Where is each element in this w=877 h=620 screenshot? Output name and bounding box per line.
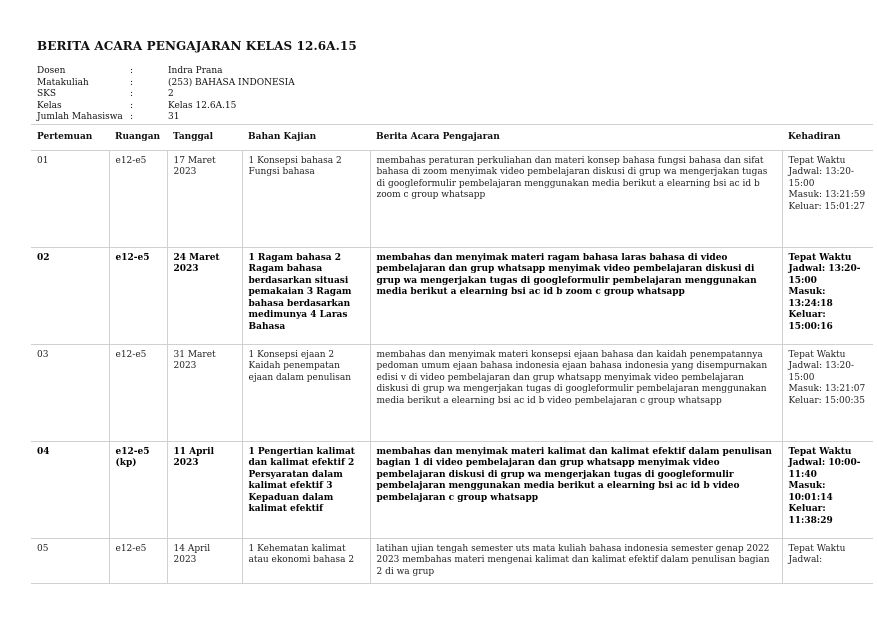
info-value: (253) BAHASA INDONESIA [168, 77, 295, 88]
cell-bahan-kajian: 1 Konsepsi bahasa 2 Fungsi bahasa [242, 150, 370, 247]
cell-bahan-kajian: 1 Kehematan kalimat atau ekonomi bahasa 2 [242, 538, 370, 584]
kehadiran-jadwal: Jadwal: 13:20-15:00 [788, 167, 855, 189]
header-tanggal: Tanggal [167, 125, 242, 151]
kehadiran-jadwal: Jadwal: 13:20-15:00 [788, 264, 861, 286]
cell-tanggal: 31 Maret 2023 [167, 344, 242, 441]
cell-kehadiran [782, 344, 873, 441]
cell-berita-acara: latihan ujian tengah semester uts mata kuliah bahasa indonesia semester genap 2022 2023 membahas materi mengenai kalimat dan kalimat efektif dalam penulisan bagian 2 di wa grup [370, 538, 782, 584]
info-colon: : [130, 89, 134, 100]
header-ruangan: Ruangan [109, 125, 167, 151]
cell-kehadiran [782, 247, 873, 344]
kehadiran-masuk: Masuk: 13:24:18 [788, 287, 833, 309]
header-berita-acara: Berita Acara Pengajaran [370, 125, 782, 151]
cell-ruangan: e12-e5 [109, 344, 167, 441]
cell-tanggal: 24 Maret 2023 [167, 247, 242, 344]
cell-tanggal: 17 Maret 2023 [167, 150, 242, 247]
cell-kehadiran [782, 538, 873, 584]
cell-pertemuan: 01 [31, 150, 109, 247]
info-label: Kelas [37, 100, 62, 111]
kehadiran-keluar: Keluar: 11:38:29 [788, 504, 833, 526]
cell-kehadiran [782, 150, 873, 247]
cell-ruangan: e12-e5 [109, 247, 167, 344]
cell-berita-acara: membahas peraturan perkuliahan dan materi konsep bahasa fungsi bahasa dan sifat bahasa di zoom menyimak video pembelajaran diskusi di grup wa mengerjakan tugas di googleformulir pembelajaran menggunakan media berikut a elearning bsi ac id b zoom c group whatsapp [370, 150, 782, 247]
cell-pertemuan: 02 [31, 247, 109, 344]
info-value: 31 [168, 112, 180, 123]
cell-tanggal: 14 April 2023 [167, 538, 242, 584]
kehadiran-masuk: Masuk: 13:21:59 [788, 190, 866, 200]
info-label: SKS [37, 89, 57, 100]
info-row-dosen [37, 66, 295, 78]
kehadiran-status: Tepat Waktu [788, 155, 846, 166]
header-kehadiran: Kehadiran [782, 125, 873, 151]
header-pertemuan: Pertemuan [31, 125, 109, 151]
table-row [31, 441, 873, 538]
cell-pertemuan: 05 [31, 538, 109, 584]
kehadiran-keluar: Keluar: 15:00:35 [788, 395, 865, 406]
kehadiran-jadwal: Jadwal: [788, 555, 823, 565]
info-row-jumlah-mahasiswa [37, 112, 295, 124]
info-colon: : [130, 112, 134, 123]
cell-bahan-kajian: 1 Konsepsi ejaan 2 Kaidah penempatan ejaan dalam penulisan [242, 344, 370, 441]
cell-pertemuan: 03 [31, 344, 109, 441]
info-row-matakuliah [37, 78, 295, 90]
kehadiran-jadwal: Jadwal: 10:00-11:40 [788, 458, 861, 480]
kehadiran-status: Tepat Waktu [788, 446, 852, 457]
header-bahan-kajian: Bahan Kajian [242, 125, 370, 151]
cell-ruangan: e12-e5 (kp) [109, 441, 167, 538]
cell-berita-acara: membahas dan menyimak materi ragam bahasa laras bahasa di video pembelajaran dan grup whatsapp menyimak video pembelajaran diskusi di grup wa mengerjakan tugas di googleformulir pembelajaran menggunakan media berikut a elearning bsi ac id b zoom c group whatsapp [370, 247, 782, 344]
berita-acara-table [31, 124, 873, 584]
info-value: 2 [168, 89, 174, 100]
info-value: Kelas 12.6A.15 [168, 100, 237, 111]
info-colon: : [130, 100, 134, 111]
cell-tanggal: 11 April 2023 [167, 441, 242, 538]
info-label: Dosen [37, 66, 66, 76]
cell-ruangan: e12-e5 [109, 538, 167, 584]
table-row [31, 538, 873, 584]
cell-berita-acara: membahas dan menyimak materi kalimat dan kalimat efektif dalam penulisan bagian 1 di video pembelajaran dan grup whatsapp menyimak video pembelajaran diskusi di grup wa mengerjakan tugas di googleformulir pembelajaran menggunakan media berikut a elearning bsi ac id b video pembelajaran c group whatsapp [370, 441, 782, 538]
course-info [37, 66, 295, 124]
info-row-sks [37, 89, 295, 101]
kehadiran-masuk: Masuk: 13:21:07 [788, 384, 866, 394]
table-row [31, 247, 873, 344]
table-header-row [31, 125, 873, 151]
kehadiran-masuk: Masuk: 10:01:14 [788, 481, 833, 503]
table-row [31, 344, 873, 441]
kehadiran-status: Tepat Waktu [788, 252, 852, 263]
info-row-kelas [37, 101, 295, 113]
kehadiran-keluar: Keluar: 15:01:27 [788, 201, 865, 212]
cell-pertemuan: 04 [31, 441, 109, 538]
kehadiran-status: Tepat Waktu [788, 349, 846, 360]
kehadiran-keluar: Keluar: 15:00:16 [788, 310, 833, 332]
cell-bahan-kajian: 1 Ragam bahasa 2 Ragam bahasa berdasarkan situasi pemakaian 3 Ragam bahasa berdasarkan medimunya 4 Laras Bahasa [242, 247, 370, 344]
info-colon: : [130, 77, 134, 88]
info-label: Jumlah Mahasiswa [37, 112, 123, 123]
info-colon: : [130, 66, 134, 76]
cell-bahan-kajian: 1 Pengertian kalimat dan kalimat efektif 2 Persyaratan dalam kalimat efektif 3 Kepaduan dalam kalimat efektif [242, 441, 370, 538]
kehadiran-status: Tepat Waktu [788, 543, 846, 554]
table-row [31, 150, 873, 247]
page-title: BERITA ACARA PENGAJARAN KELAS 12.6A.15 [37, 39, 357, 53]
info-label: Matakuliah [37, 77, 89, 88]
cell-kehadiran [782, 441, 873, 538]
kehadiran-jadwal: Jadwal: 13:20-15:00 [788, 361, 855, 383]
cell-ruangan: e12-e5 [109, 150, 167, 247]
info-value: Indra Prana [168, 66, 223, 76]
cell-berita-acara: membahas dan menyimak materi konsepsi ejaan bahasa dan kaidah penempatannya pedoman umum ejaan bahasa indonesia ejaan bahasa indonesia yang disempurnakan edisi v di video pembelajaran dan grup whatsapp menyimak video pembelajaran diskusi di grup wa mengerjakan tugas di googleformulir pembelajaran menggunakan media berikut a elearning bsi ac id b video pembelajaran c group whatsapp [370, 344, 782, 441]
